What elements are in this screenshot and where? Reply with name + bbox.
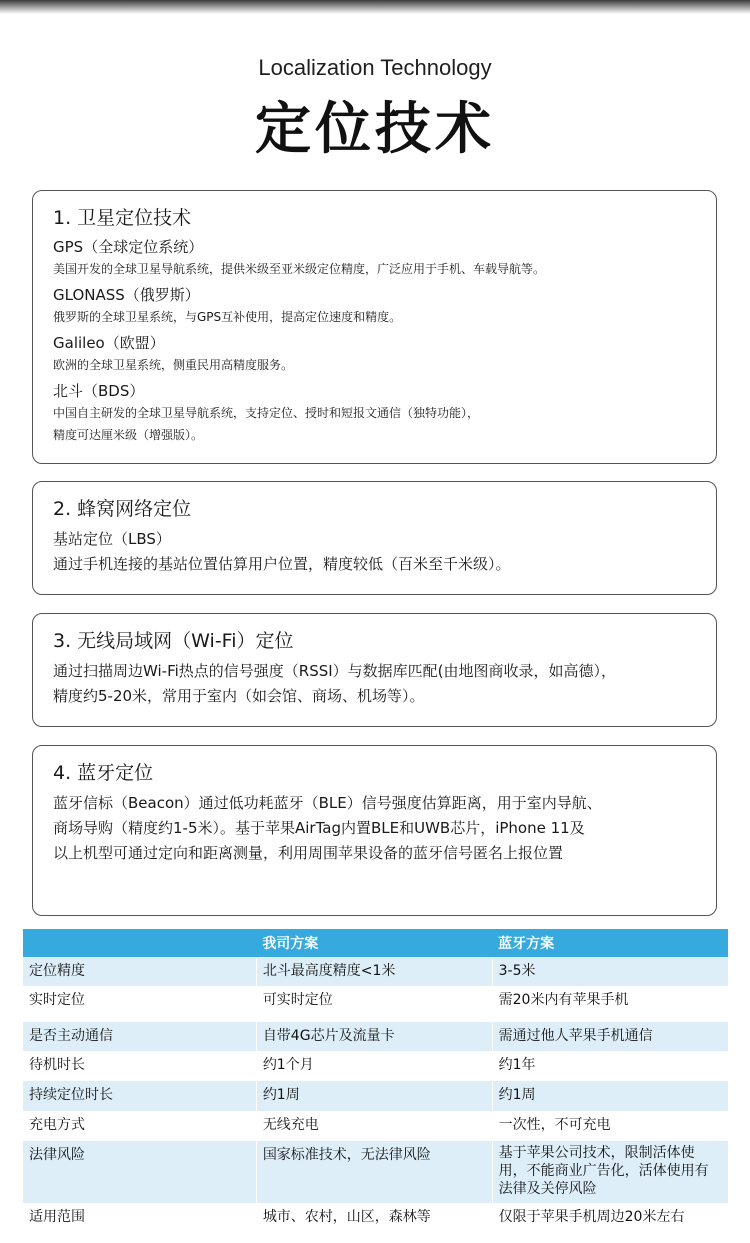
item-desc-continued: 精度可达厘米级（增强版）。 <box>53 428 204 442</box>
item-name: GPS（全球定位系统） <box>53 238 204 256</box>
item-desc: 美国开发的全球卫星导航系统，提供米级至亚米级定位精度，广泛应用于手机、车载导航等。 <box>53 262 546 276</box>
card-heading: 4. 蓝牙定位 <box>53 762 154 784</box>
item-desc: 欧洲的全球卫星系统，侧重民用高精度服务。 <box>53 358 294 372</box>
top-shadow-bar <box>0 0 750 14</box>
card-heading: 2. 蜂窝网络定位 <box>53 498 192 520</box>
table-cell: 是否主动通信 <box>23 1022 257 1051</box>
table-cell: 仅限于苹果手机周边20米左右 <box>492 1203 728 1233</box>
table-cell: 可实时定位 <box>256 986 492 1022</box>
table-header-cell: 蓝牙方案 <box>492 929 728 957</box>
table-cell: 持续定位时长 <box>23 1081 257 1111</box>
table-cell: 充电方式 <box>23 1111 257 1141</box>
table-cell: 城市、农村，山区，森林等 <box>256 1203 492 1233</box>
card-line: 商场导购（精度约1-5米）。基于苹果AirTag内置BLE和UWB芯片，iPhone 11及 <box>53 819 585 837</box>
table-cell: 约1年 <box>492 1051 728 1081</box>
card-heading: 3. 无线局域网（Wi-Fi）定位 <box>53 630 294 652</box>
table-cell: 一次性，不可充电 <box>492 1111 728 1141</box>
table-cell: 基于苹果公司技术，限制活体使用，不能商业广告化，活体使用有法律及关停风险 <box>492 1141 728 1203</box>
table-cell: 需通过他人苹果手机通信 <box>492 1022 728 1051</box>
item-name: GLONASS（俄罗斯） <box>53 286 200 304</box>
table-row <box>23 1111 729 1141</box>
table-cell: 定位精度 <box>23 957 257 986</box>
table-header-row <box>23 929 729 957</box>
table-cell: 3-5米 <box>492 957 728 986</box>
table-row <box>23 1141 729 1203</box>
table-cell: 法律风险 <box>23 1141 257 1203</box>
table-cell: 约1周 <box>492 1081 728 1111</box>
card-line: 基站定位（LBS） <box>53 530 171 548</box>
table-row <box>23 1081 729 1111</box>
table-row <box>23 1203 729 1233</box>
card-bluetooth <box>32 745 717 916</box>
table-row <box>23 957 729 986</box>
item-name: 北斗（BDS） <box>53 382 145 400</box>
table-cell: 国家标准技术，无法律风险 <box>256 1141 492 1203</box>
table-cell: 待机时长 <box>23 1051 257 1081</box>
card-cellular <box>32 481 717 595</box>
page-subtitle: Localization Technology <box>258 55 492 80</box>
card-satellite <box>32 190 717 464</box>
table-cell: 北斗最高度精度<1米 <box>256 957 492 986</box>
table-cell: 实时定位 <box>23 986 257 1022</box>
card-line: 通过手机连接的基站位置估算用户位置，精度较低（百米至千米级）。 <box>53 555 511 573</box>
card-line: 蓝牙信标（Beacon）通过低功耗蓝牙（BLE）信号强度估算距离，用于室内导航、 <box>53 794 602 812</box>
card-line: 精度约5-20米，常用于室内（如会馆、商场、机场等）。 <box>53 687 425 705</box>
table-row <box>23 1022 729 1051</box>
table-cell: 自带4G芯片及流量卡 <box>256 1022 492 1051</box>
table-header-cell <box>23 929 257 957</box>
table-row <box>23 986 729 1022</box>
comparison-table <box>22 929 728 1233</box>
item-desc: 中国自主研发的全球卫星导航系统，支持定位、授时和短报文通信（独特功能）， <box>53 406 480 420</box>
table-cell: 约1个月 <box>256 1051 492 1081</box>
card-wifi <box>32 613 717 727</box>
card-heading: 1. 卫星定位技术 <box>53 207 192 229</box>
item-name: Galileo（欧盟） <box>53 334 165 352</box>
table-header-cell: 我司方案 <box>256 929 492 957</box>
table-cell: 需20米内有苹果手机 <box>492 986 728 1022</box>
table-cell: 无线充电 <box>256 1111 492 1141</box>
table-row <box>23 1051 729 1081</box>
table-cell: 适用范围 <box>23 1203 257 1233</box>
item-desc: 俄罗斯的全球卫星系统，与GPS互补使用，提高定位速度和精度。 <box>53 310 402 324</box>
table-cell: 约1周 <box>256 1081 492 1111</box>
card-line: 通过扫描周边Wi-Fi热点的信号强度（RSSI）与数据库匹配(由地图商收录，如高德）， <box>53 662 617 680</box>
page-title: 定位技术 <box>255 97 495 162</box>
card-line: 以上机型可通过定向和距离测量，利用周围苹果设备的蓝牙信号匿名上报位置 <box>53 844 564 862</box>
